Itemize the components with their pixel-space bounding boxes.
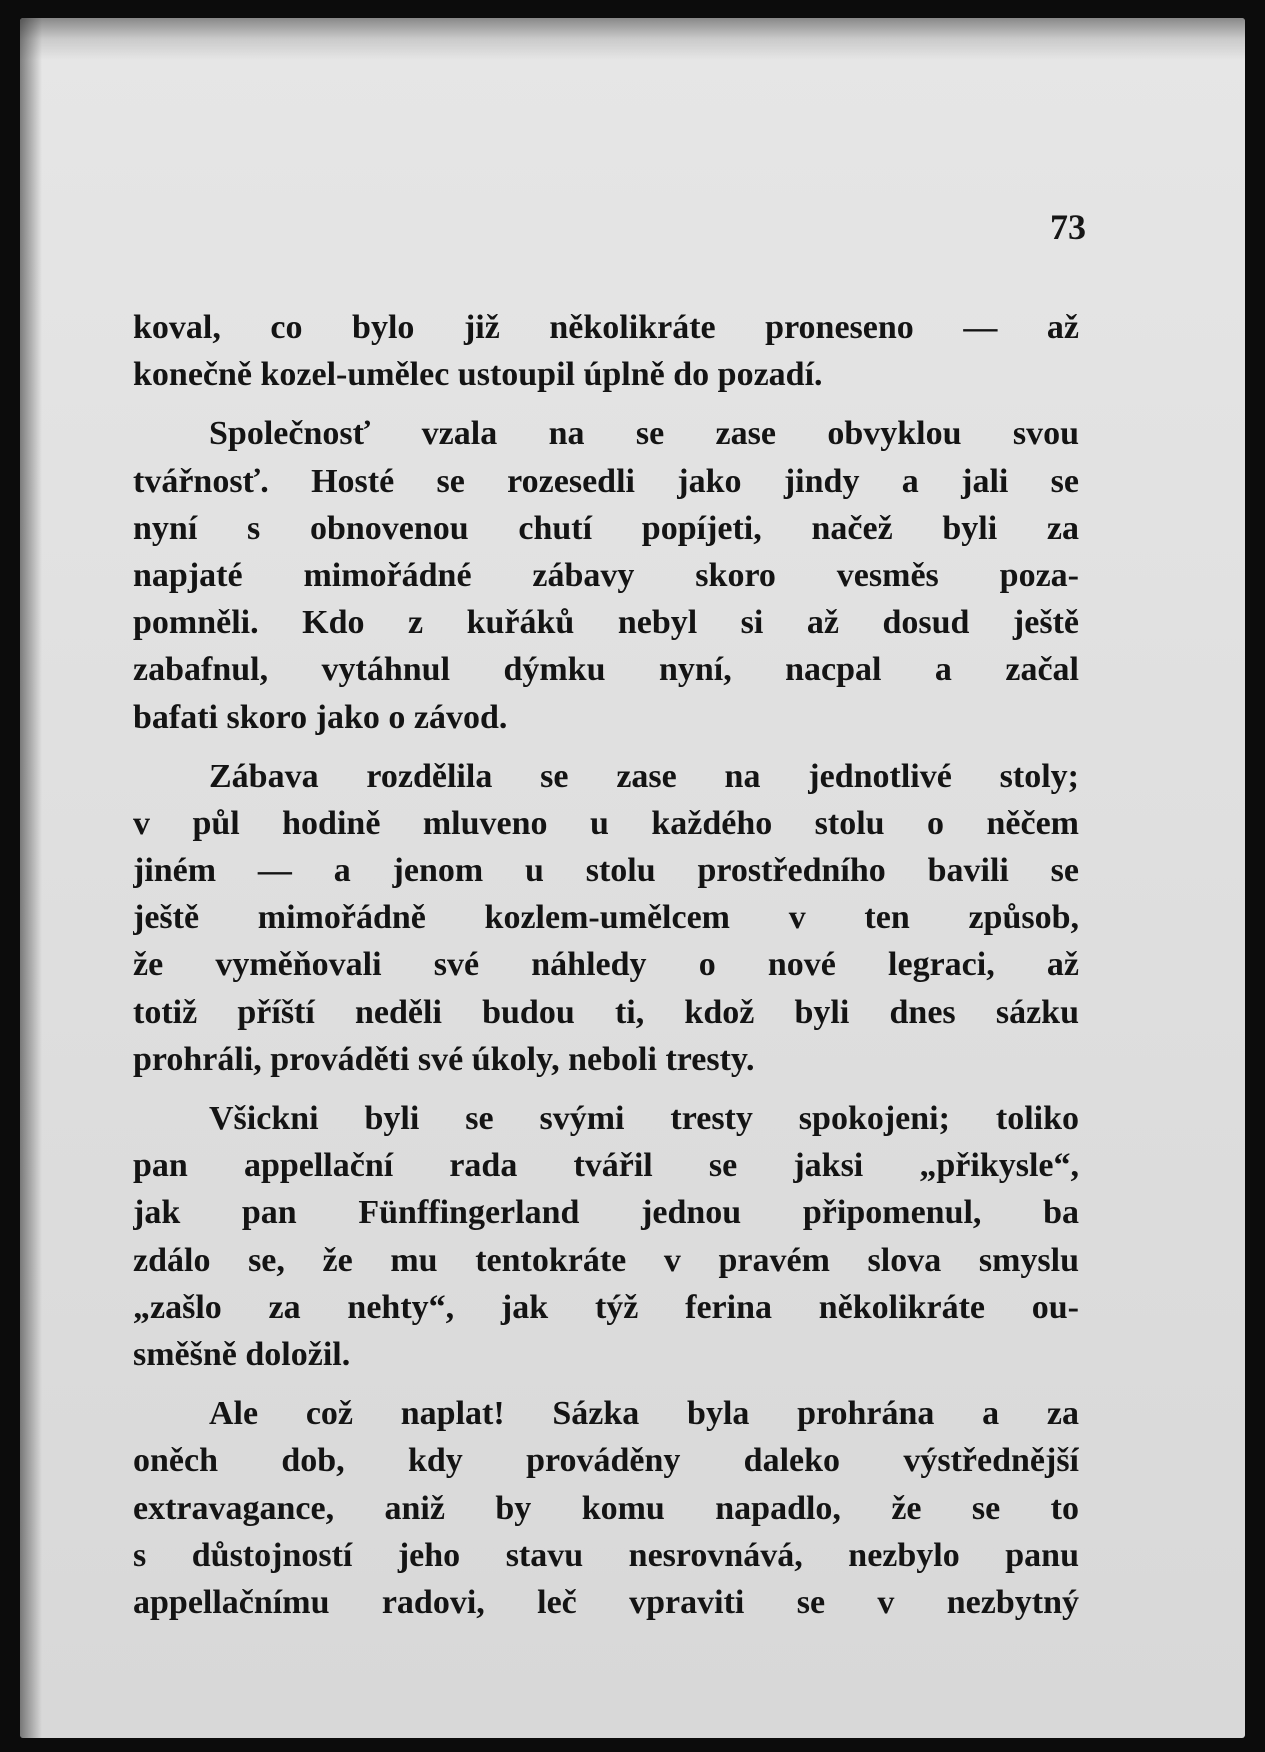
text-line: pan appellační rada tvářil se jaksi „přikysle“, bbox=[133, 1147, 1079, 1185]
text-line: extravagance, aniž by komu napadlo, že se to bbox=[133, 1489, 1079, 1527]
text-line: tvářnosť. Hosté se rozesedli jako jindy a jali se bbox=[133, 462, 1079, 500]
paragraph-gap bbox=[133, 1378, 1079, 1390]
body-text bbox=[133, 304, 1079, 1626]
text-line: appellačnímu radovi, leč vpraviti se v nezbytný bbox=[133, 1583, 1079, 1621]
page-spine-shadow bbox=[20, 18, 42, 1738]
text-line: konečně kozel-umělec ustoupil úplně do pozadí. bbox=[133, 356, 823, 394]
paragraph-gap bbox=[133, 398, 1079, 410]
text-line: Společnosť vzala na se zase obvyklou svou bbox=[209, 415, 1079, 453]
text-line: že vyměňovali své náhledy o nové legraci, až bbox=[133, 946, 1079, 984]
text-line: Zábava rozdělila se zase na jednotlivé stoly; bbox=[209, 757, 1079, 795]
text-line: oněch dob, kdy prováděny daleko výstřednější bbox=[133, 1442, 1079, 1480]
text-line: prohráli, prováděti své úkoly, neboli tresty. bbox=[133, 1040, 755, 1078]
paragraph-gap bbox=[133, 741, 1079, 753]
text-line: jak pan Fünffingerland jednou připomenul, ba bbox=[133, 1194, 1079, 1232]
text-line: jiném — a jenom u stolu prostředního bavili se bbox=[133, 852, 1079, 890]
text-line: směšně doložil. bbox=[133, 1335, 351, 1373]
text-line: s důstojností jeho stavu nesrovnává, nezbylo panu bbox=[133, 1536, 1079, 1574]
text-line: nyní s obnovenou chutí popíjeti, načež byli za bbox=[133, 509, 1079, 547]
text-line: v půl hodině mluveno u každého stolu o něčem bbox=[133, 804, 1079, 842]
text-line: koval, co bylo již několikráte proneseno — až bbox=[133, 309, 1079, 346]
text-line: bafati skoro jako o závod. bbox=[133, 698, 508, 736]
book-page bbox=[20, 18, 1245, 1738]
text-line: Ale což naplat! Sázka byla prohrána a za bbox=[209, 1395, 1079, 1433]
page-top-shadow bbox=[20, 18, 1245, 60]
text-line: ještě mimořádně kozlem-umělcem v ten způsob, bbox=[133, 899, 1079, 937]
text-line: napjaté mimořádné zábavy skoro vesměs poza- bbox=[133, 556, 1079, 594]
paragraph-gap bbox=[133, 1083, 1079, 1095]
text-line: Všickni byli se svými tresty spokojeni; toliko bbox=[209, 1100, 1079, 1137]
text-line: pomněli. Kdo z kuřáků nebyl si až dosud ještě bbox=[133, 604, 1079, 642]
text-line: zdálo se, že mu tentokráte v pravém slova smyslu bbox=[133, 1241, 1079, 1279]
text-line: totiž příští neděli budou ti, kdož byli dnes sázku bbox=[133, 993, 1079, 1031]
text-line: zabafnul, vytáhnul dýmku nyní, nacpal a začal bbox=[133, 651, 1079, 689]
page-number: 73 bbox=[1050, 207, 1086, 247]
text-line: „zašlo za nehty“, jak týž ferina několikráte ou- bbox=[133, 1288, 1079, 1326]
